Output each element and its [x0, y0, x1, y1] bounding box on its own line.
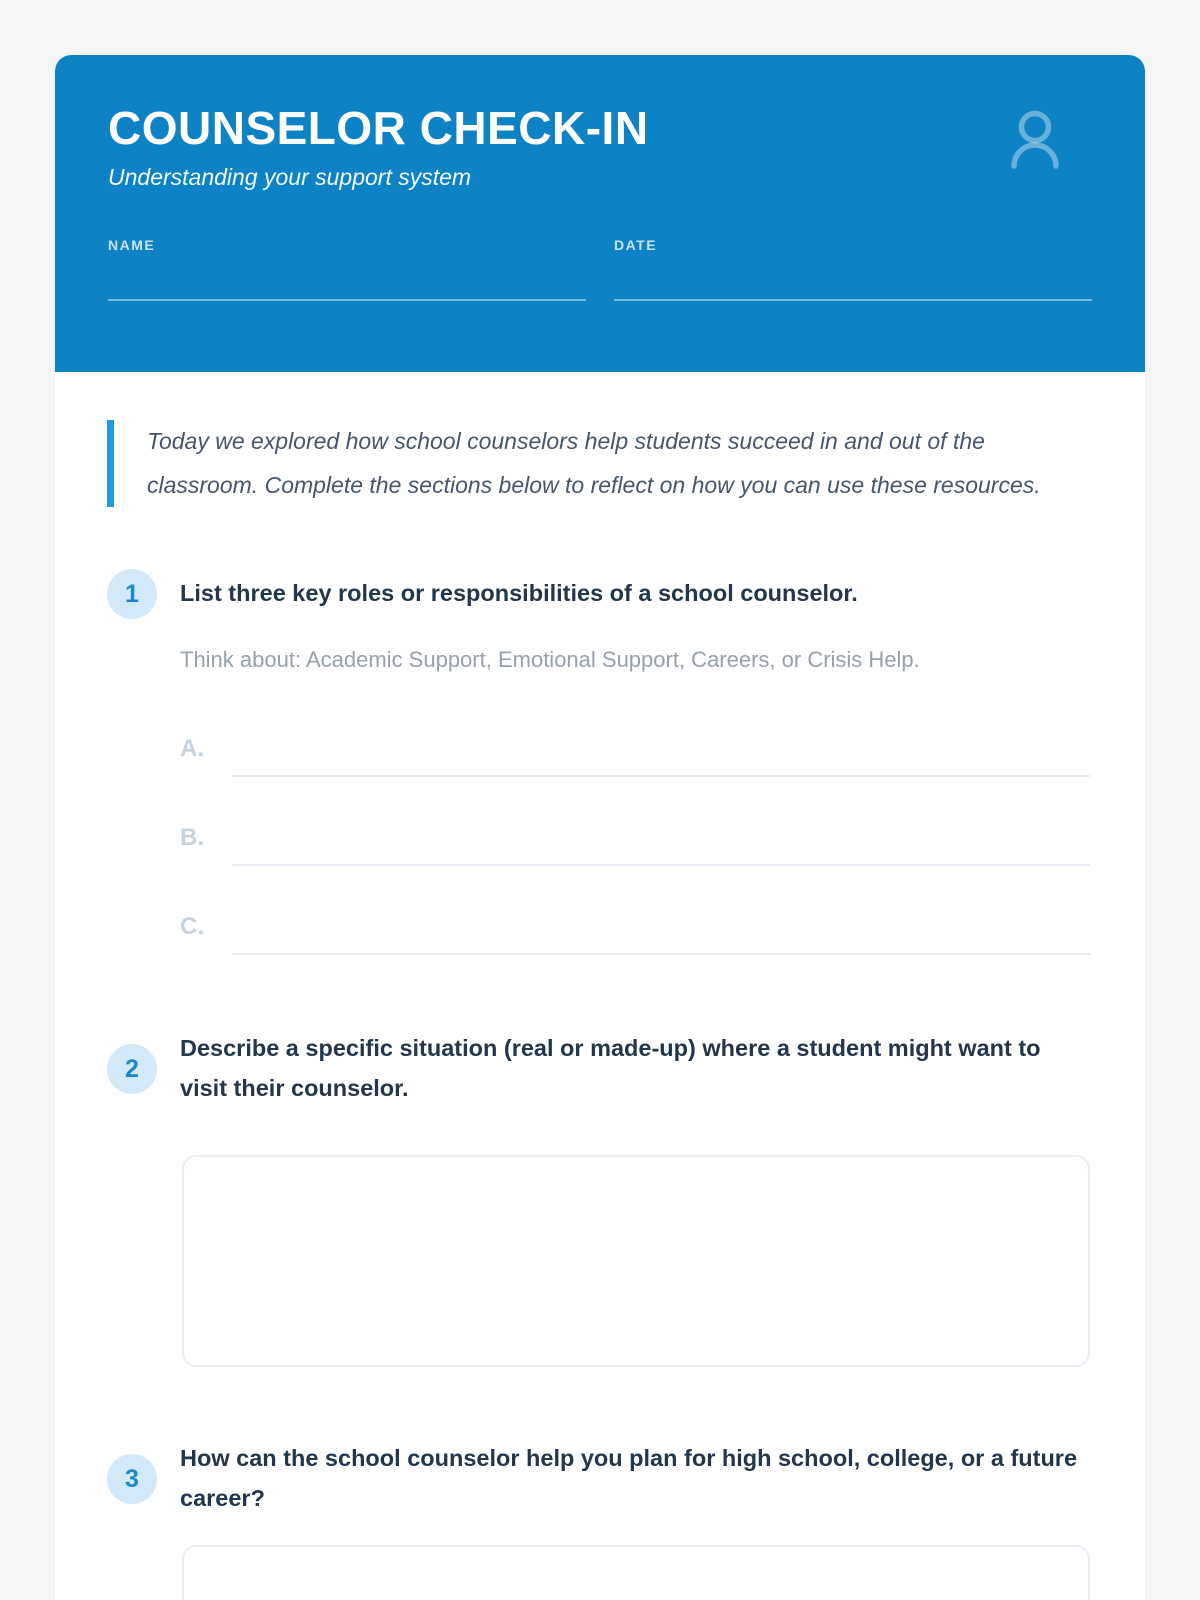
- intro-callout: [107, 420, 1090, 507]
- answer-row-c: [180, 899, 1090, 955]
- question-2-number-badge: 2: [107, 1044, 157, 1094]
- question-3-number-badge: 3: [107, 1454, 157, 1504]
- question-2-text: Describe a specific situation (real or made-up) where a student might want to visit their counselor.: [180, 1035, 1041, 1102]
- answer-row-a: [180, 721, 1090, 777]
- date-field: [614, 237, 1092, 301]
- question-1-number-badge: 1: [107, 569, 157, 619]
- date-input-line[interactable]: [614, 299, 1092, 301]
- worksheet-body: [55, 420, 1145, 1600]
- answer-letter-b: B.: [180, 824, 204, 852]
- header-fields-row: [108, 237, 1092, 301]
- answer-line-a[interactable]: [232, 775, 1090, 777]
- question-1-section: [107, 569, 1090, 955]
- question-2-answer-box[interactable]: [182, 1155, 1090, 1367]
- page-title: COUNSELOR CHECK-IN: [108, 102, 649, 154]
- name-field: [108, 237, 586, 301]
- intro-text: Today we explored how school counselors help students succeed in and out of the classroom. Complete the sections below to reflect on how you can use these resources.: [147, 428, 1041, 498]
- worksheet-card: [55, 55, 1145, 1600]
- name-input-line[interactable]: [108, 299, 586, 301]
- question-1-text: List three key roles or responsibilities of a school counselor.: [180, 580, 858, 607]
- date-label: DATE: [614, 236, 658, 253]
- question-1-hint: Think about: Academic Support, Emotional Support, Careers, or Crisis Help.: [180, 647, 920, 673]
- question-1-answers: [180, 721, 1090, 955]
- answer-letter-a: A.: [180, 735, 204, 763]
- person-icon: [1006, 109, 1064, 174]
- worksheet-header: [55, 55, 1145, 372]
- answer-letter-c: C.: [180, 913, 204, 941]
- page-subtitle: Understanding your support system: [108, 163, 472, 190]
- header-title-block: [108, 103, 649, 191]
- question-1-heading: [107, 569, 1090, 619]
- header-top-row: [108, 103, 1092, 191]
- question-3-answer-box[interactable]: [182, 1545, 1090, 1600]
- question-2-section: [107, 1029, 1090, 1367]
- question-3-section: [107, 1439, 1090, 1600]
- answer-line-b[interactable]: [232, 864, 1090, 866]
- question-2-heading: [107, 1029, 1090, 1109]
- question-3-heading: [107, 1439, 1090, 1519]
- answer-row-b: [180, 810, 1090, 866]
- name-label: NAME: [108, 236, 156, 253]
- question-3-text: How can the school counselor help you plan for high school, college, or a future career?: [180, 1445, 1078, 1512]
- answer-line-c[interactable]: [232, 953, 1090, 955]
